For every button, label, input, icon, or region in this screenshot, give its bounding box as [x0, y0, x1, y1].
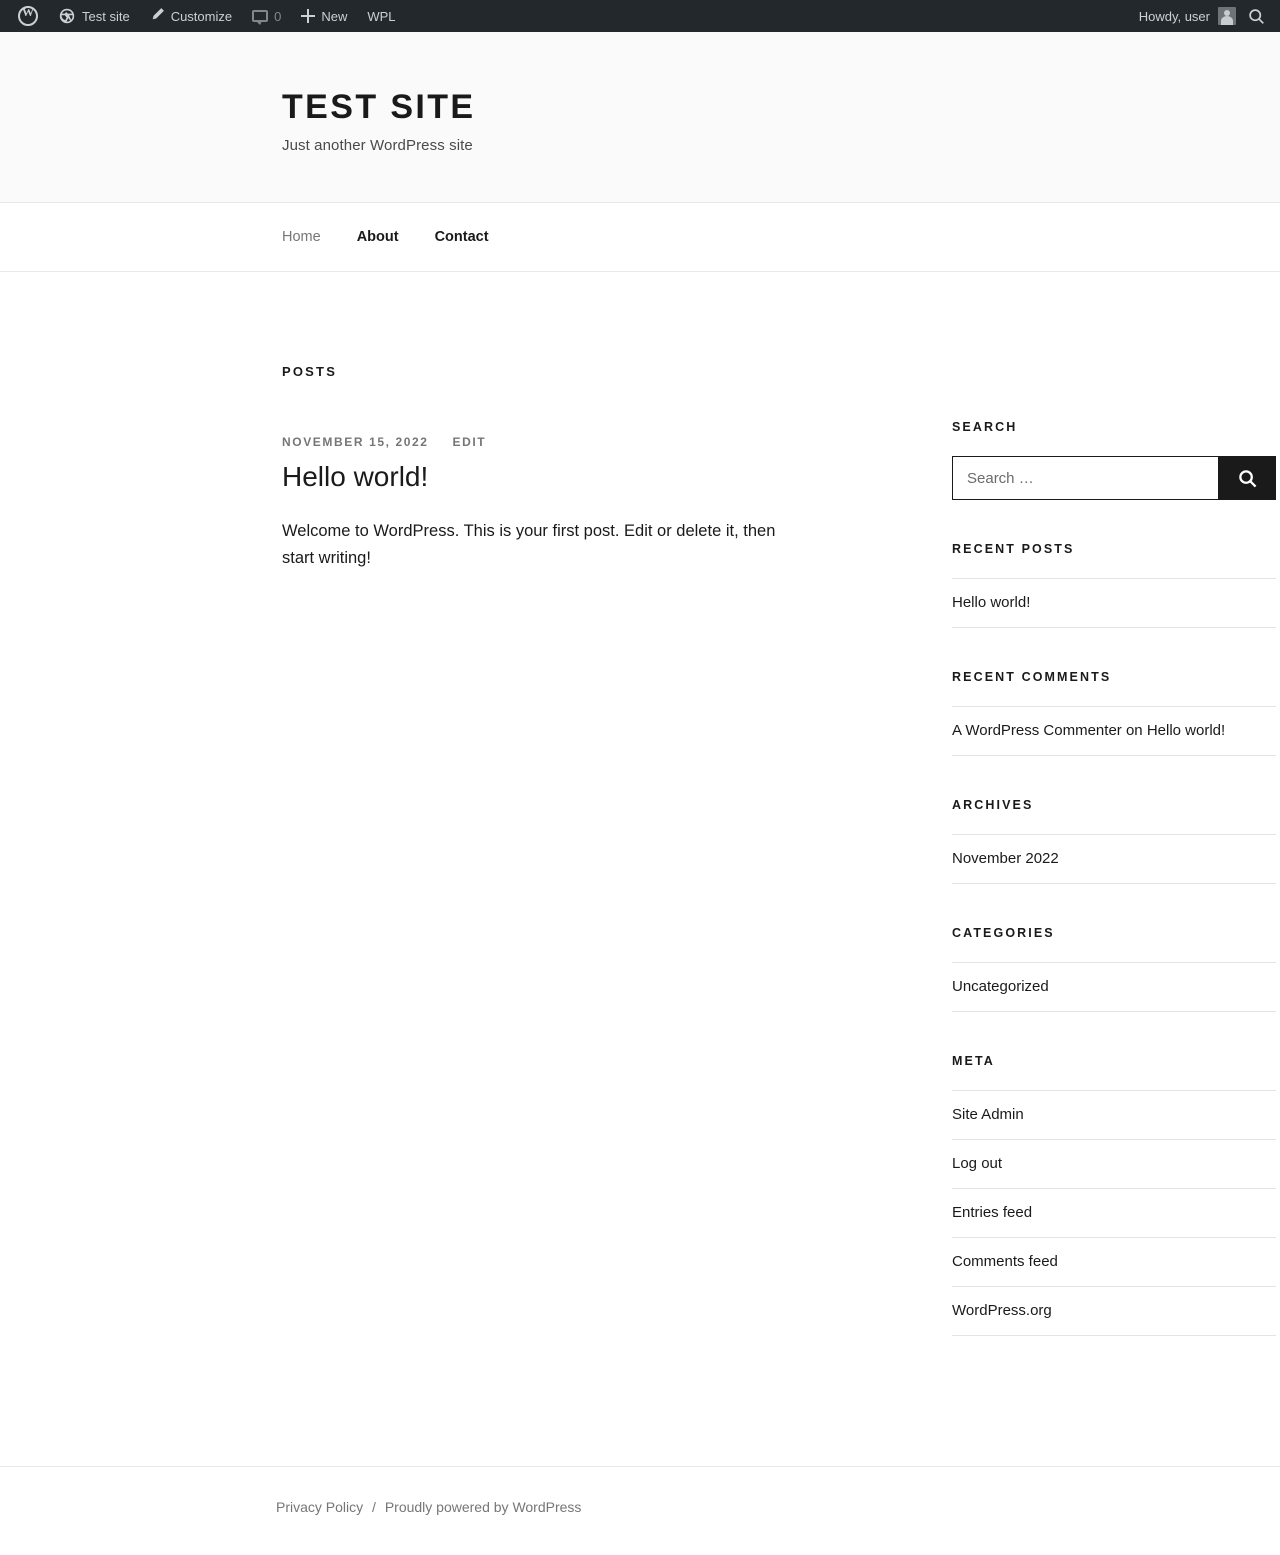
admin-bar-wp-logo[interactable]: [8, 0, 48, 32]
entry-meta: [282, 435, 816, 449]
widget-title-archives: ARCHIVES: [952, 798, 1034, 812]
wordpress-logo-icon: [18, 6, 38, 26]
widget-title-categories: CATEGORIES: [952, 926, 1055, 940]
admin-bar-site-name[interactable]: [48, 0, 140, 32]
search-icon: [1238, 469, 1257, 488]
widget-title-recent-comments: RECENT COMMENTS: [952, 670, 1112, 684]
widget-recent-comments: [952, 670, 1276, 756]
main-navigation: [0, 203, 1280, 272]
archive-link[interactable]: November 2022: [952, 850, 1059, 867]
widget-recent-posts: [952, 542, 1276, 628]
admin-bar-howdy-label: Howdy, user: [1138, 8, 1210, 24]
recent-post-link[interactable]: Hello world!: [952, 594, 1031, 611]
comment-author-link[interactable]: A WordPress Commenter: [952, 722, 1122, 739]
search-icon: [1248, 8, 1265, 25]
content-area: [282, 272, 1226, 1378]
list-item[interactable]: [952, 1140, 1276, 1189]
nav-list: [282, 203, 998, 271]
primary-content: [282, 364, 816, 571]
wordpress-credit-link[interactable]: Proudly powered by WordPress: [384, 1499, 582, 1515]
list-item[interactable]: [952, 578, 1276, 628]
widget-search: [952, 420, 1276, 500]
list-item[interactable]: [952, 1287, 1276, 1336]
post-title-link[interactable]: Hello world!: [282, 461, 429, 492]
widget-title-meta: META: [952, 1054, 995, 1068]
sidebar: [952, 364, 1276, 1378]
nav-link-home[interactable]: Home: [282, 229, 321, 245]
nav-item-contact[interactable]: [435, 229, 489, 245]
admin-bar-new-label: New: [321, 8, 348, 24]
privacy-policy-link[interactable]: Privacy Policy: [276, 1499, 364, 1515]
admin-bar-customize-label: Customize: [170, 8, 233, 24]
recent-posts-list: [952, 578, 1276, 628]
admin-bar-new-content[interactable]: [291, 0, 357, 32]
admin-bar-comments[interactable]: [242, 0, 291, 32]
meta-link-entries-feed[interactable]: Entries feed: [952, 1204, 1033, 1221]
nav-item-home[interactable]: [282, 229, 321, 245]
meta-link-comments-feed[interactable]: Comments feed: [952, 1253, 1058, 1270]
dashboard-icon: [58, 7, 76, 25]
admin-bar-wpl[interactable]: [357, 0, 405, 32]
nav-link-contact[interactable]: Contact: [434, 229, 489, 245]
admin-bar: [0, 0, 1280, 32]
post-content: [282, 518, 816, 571]
widget-title-recent-posts: RECENT POSTS: [952, 542, 1075, 556]
site-description: Just another WordPress site: [282, 137, 473, 154]
post-date-link[interactable]: NOVEMBER 15, 2022: [282, 435, 429, 449]
archives-list: [952, 834, 1276, 884]
pencil-icon: [150, 7, 165, 25]
recent-comments-list: [952, 706, 1276, 756]
widget-categories: [952, 926, 1276, 1012]
site-header: [0, 32, 1280, 203]
search-submit-button[interactable]: [1218, 456, 1276, 500]
nav-item-about[interactable]: [357, 229, 399, 245]
meta-link-site-admin[interactable]: Site Admin: [952, 1106, 1024, 1123]
search-input[interactable]: [952, 456, 1218, 500]
comment-post-link[interactable]: Hello world!: [1146, 722, 1226, 739]
plus-icon: [301, 9, 315, 23]
site-footer: [0, 1466, 1280, 1555]
list-item[interactable]: [952, 1090, 1276, 1140]
admin-bar-comment-count: 0: [274, 8, 282, 24]
category-link[interactable]: Uncategorized: [952, 978, 1049, 995]
page-title: POSTS: [282, 364, 338, 379]
list-item: [952, 706, 1276, 756]
avatar: [1218, 7, 1236, 25]
comment-bubble-icon: [252, 10, 268, 22]
search-form: [952, 456, 1276, 500]
comment-on-text: on: [1125, 722, 1143, 739]
admin-bar-search-button[interactable]: [1240, 0, 1272, 32]
widget-archives: [952, 798, 1276, 884]
admin-bar-site-name-label: Test site: [82, 8, 130, 24]
site-title[interactable]: TEST SITE: [282, 88, 476, 126]
list-item[interactable]: [952, 1189, 1276, 1238]
list-item[interactable]: [952, 1238, 1276, 1287]
list-item[interactable]: [952, 962, 1276, 1012]
meta-list: [952, 1090, 1276, 1336]
footer-separator: /: [372, 1499, 376, 1515]
admin-bar-my-account[interactable]: [1129, 0, 1240, 32]
list-item[interactable]: [952, 834, 1276, 884]
page-wrap: [94, 272, 1226, 1378]
widget-title-search: SEARCH: [952, 420, 1018, 434]
meta-link-wordpress-org[interactable]: WordPress.org: [952, 1302, 1052, 1319]
categories-list: [952, 962, 1276, 1012]
post-title: [282, 459, 816, 494]
admin-bar-customize[interactable]: [140, 0, 242, 32]
post-edit-link[interactable]: EDIT: [452, 435, 487, 449]
admin-bar-wpl-label: WPL: [367, 8, 396, 24]
post-article: [282, 435, 816, 571]
widget-meta: [952, 1054, 1276, 1336]
footer-credits: [276, 1499, 1186, 1515]
post-excerpt: Welcome to WordPress. This is your first post. Edit or delete it, then start writing!: [282, 522, 776, 567]
nav-link-about[interactable]: About: [356, 229, 399, 245]
meta-link-log-out[interactable]: Log out: [952, 1155, 1003, 1172]
